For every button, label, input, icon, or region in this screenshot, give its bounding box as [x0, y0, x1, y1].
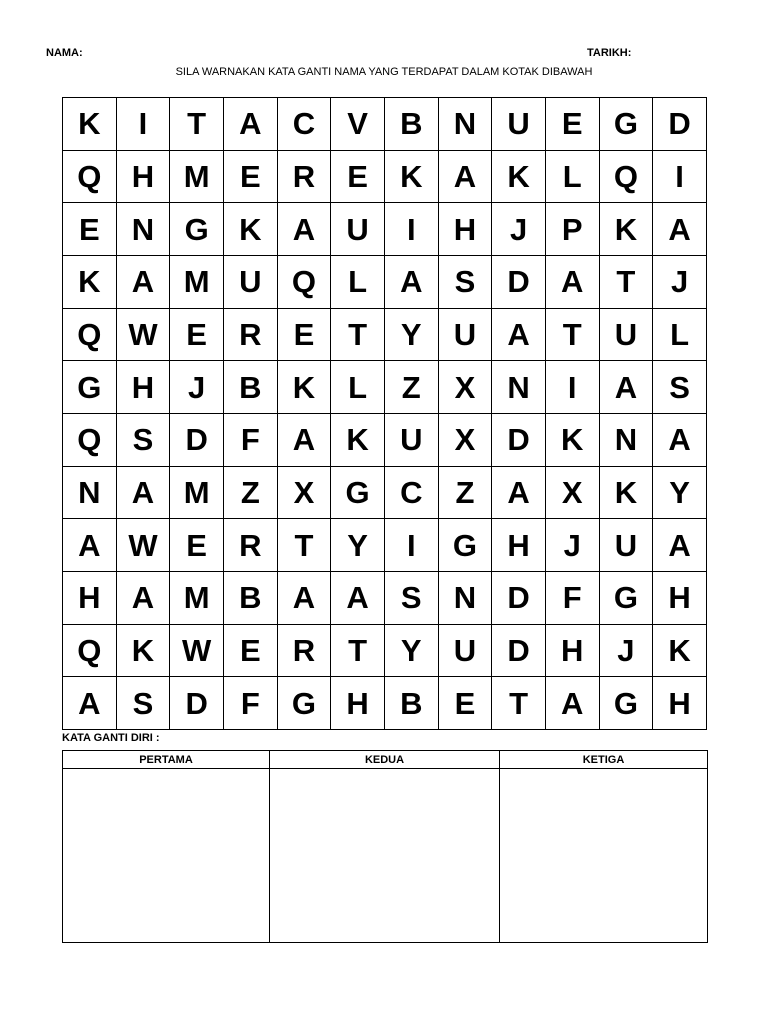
- grid-cell[interactable]: L: [653, 308, 707, 361]
- grid-cell[interactable]: G: [599, 677, 653, 730]
- answer-body-row: [63, 769, 708, 943]
- grid-cell[interactable]: G: [63, 361, 117, 414]
- grid-cell[interactable]: G: [331, 466, 385, 519]
- grid-cell[interactable]: H: [438, 203, 492, 256]
- grid-cell[interactable]: E: [170, 308, 224, 361]
- grid-cell[interactable]: Y: [384, 624, 438, 677]
- grid-cell[interactable]: D: [492, 624, 546, 677]
- grid-cell[interactable]: N: [438, 98, 492, 151]
- grid-cell[interactable]: I: [384, 203, 438, 256]
- grid-cell[interactable]: E: [223, 150, 277, 203]
- grid-cell[interactable]: X: [545, 466, 599, 519]
- grid-cell[interactable]: R: [223, 519, 277, 572]
- grid-cell[interactable]: N: [438, 571, 492, 624]
- answer-cell-kedua[interactable]: [270, 769, 500, 943]
- grid-cell[interactable]: E: [277, 308, 331, 361]
- grid-cell[interactable]: T: [331, 308, 385, 361]
- grid-cell[interactable]: S: [653, 361, 707, 414]
- grid-cell[interactable]: Q: [63, 624, 117, 677]
- grid-row: [63, 98, 707, 151]
- grid-cell[interactable]: G: [277, 677, 331, 730]
- grid-cell[interactable]: Y: [384, 308, 438, 361]
- grid-row: [63, 361, 707, 414]
- grid-cell[interactable]: S: [116, 413, 170, 466]
- grid-cell[interactable]: A: [545, 255, 599, 308]
- grid-cell[interactable]: A: [492, 466, 546, 519]
- grid-cell[interactable]: H: [63, 571, 117, 624]
- grid-cell[interactable]: Z: [384, 361, 438, 414]
- grid-cell[interactable]: A: [277, 571, 331, 624]
- grid-cell[interactable]: H: [116, 150, 170, 203]
- grid-cell[interactable]: S: [116, 677, 170, 730]
- grid-cell[interactable]: V: [331, 98, 385, 151]
- grid-cell[interactable]: K: [545, 413, 599, 466]
- grid-cell[interactable]: K: [653, 624, 707, 677]
- grid-row: [63, 308, 707, 361]
- grid-cell[interactable]: K: [63, 255, 117, 308]
- grid-cell[interactable]: D: [492, 413, 546, 466]
- grid-cell[interactable]: E: [545, 98, 599, 151]
- grid-cell[interactable]: A: [599, 361, 653, 414]
- grid-cell[interactable]: G: [599, 571, 653, 624]
- grid-cell[interactable]: I: [116, 98, 170, 151]
- grid-cell[interactable]: U: [331, 203, 385, 256]
- grid-cell[interactable]: G: [599, 98, 653, 151]
- grid-cell[interactable]: R: [223, 308, 277, 361]
- grid-cell[interactable]: J: [599, 624, 653, 677]
- grid-cell[interactable]: J: [492, 203, 546, 256]
- grid-cell[interactable]: J: [653, 255, 707, 308]
- grid-cell[interactable]: A: [63, 519, 117, 572]
- grid-cell[interactable]: I: [545, 361, 599, 414]
- grid-cell[interactable]: U: [223, 255, 277, 308]
- grid-cell[interactable]: X: [438, 413, 492, 466]
- grid-cell[interactable]: A: [653, 519, 707, 572]
- grid-cell[interactable]: U: [438, 308, 492, 361]
- grid-cell[interactable]: A: [277, 413, 331, 466]
- grid-cell[interactable]: T: [277, 519, 331, 572]
- grid-cell[interactable]: K: [223, 203, 277, 256]
- grid-cell[interactable]: K: [492, 150, 546, 203]
- tarikh-label: TARIKH:: [587, 47, 632, 59]
- grid-cell[interactable]: G: [170, 203, 224, 256]
- grid-cell[interactable]: A: [116, 571, 170, 624]
- grid-cell[interactable]: A: [492, 308, 546, 361]
- grid-cell[interactable]: B: [223, 571, 277, 624]
- grid-cell[interactable]: N: [492, 361, 546, 414]
- column-header-pertama: PERTAMA: [63, 751, 270, 769]
- grid-cell[interactable]: E: [438, 677, 492, 730]
- grid-cell[interactable]: A: [116, 466, 170, 519]
- grid-cell[interactable]: R: [277, 150, 331, 203]
- grid-cell[interactable]: Z: [223, 466, 277, 519]
- grid-cell[interactable]: Q: [63, 308, 117, 361]
- grid-cell[interactable]: A: [653, 203, 707, 256]
- grid-row: [63, 413, 707, 466]
- word-search-grid: [62, 97, 707, 730]
- grid-cell[interactable]: D: [492, 571, 546, 624]
- nama-label: NAMA:: [46, 47, 83, 59]
- column-header-ketiga: KETIGA: [500, 751, 708, 769]
- answer-table: [62, 750, 708, 943]
- grid-cell[interactable]: E: [170, 519, 224, 572]
- grid-cell[interactable]: K: [331, 413, 385, 466]
- grid-cell[interactable]: C: [277, 98, 331, 151]
- answer-cell-pertama[interactable]: [63, 769, 270, 943]
- grid-cell[interactable]: L: [545, 150, 599, 203]
- instruction-text: SILA WARNAKAN KATA GANTI NAMA YANG TERDAPAT DALAM KOTAK DIBAWAH: [175, 66, 593, 78]
- grid-cell[interactable]: A: [438, 150, 492, 203]
- answer-cell-ketiga[interactable]: [500, 769, 708, 943]
- grid-cell[interactable]: E: [63, 203, 117, 256]
- grid-cell[interactable]: T: [599, 255, 653, 308]
- grid-cell[interactable]: K: [277, 361, 331, 414]
- grid-cell[interactable]: K: [116, 624, 170, 677]
- grid-cell[interactable]: X: [277, 466, 331, 519]
- grid-cell[interactable]: A: [277, 203, 331, 256]
- grid-cell[interactable]: W: [116, 308, 170, 361]
- grid-cell[interactable]: M: [170, 255, 224, 308]
- grid-cell[interactable]: Q: [599, 150, 653, 203]
- grid-cell[interactable]: A: [116, 255, 170, 308]
- grid-cell[interactable]: G: [438, 519, 492, 572]
- grid-cell[interactable]: H: [116, 361, 170, 414]
- grid-cell[interactable]: J: [545, 519, 599, 572]
- grid-row: [63, 255, 707, 308]
- grid-cell[interactable]: D: [170, 413, 224, 466]
- grid-cell[interactable]: R: [277, 624, 331, 677]
- grid-cell[interactable]: T: [545, 308, 599, 361]
- grid-row: [63, 677, 707, 730]
- grid-cell[interactable]: P: [545, 203, 599, 256]
- grid-cell[interactable]: U: [599, 308, 653, 361]
- grid-cell[interactable]: A: [63, 677, 117, 730]
- grid-cell[interactable]: U: [384, 413, 438, 466]
- grid-cell[interactable]: J: [170, 361, 224, 414]
- grid-cell[interactable]: T: [492, 677, 546, 730]
- grid-cell[interactable]: A: [545, 677, 599, 730]
- grid-cell[interactable]: D: [653, 98, 707, 151]
- grid-cell[interactable]: H: [653, 677, 707, 730]
- grid-row: [63, 203, 707, 256]
- grid-cell[interactable]: L: [331, 361, 385, 414]
- grid-cell[interactable]: U: [438, 624, 492, 677]
- grid-cell[interactable]: H: [331, 677, 385, 730]
- grid-cell[interactable]: Z: [438, 466, 492, 519]
- grid-cell[interactable]: Q: [63, 150, 117, 203]
- grid-cell[interactable]: F: [223, 413, 277, 466]
- grid-cell[interactable]: A: [331, 571, 385, 624]
- grid-cell[interactable]: D: [170, 677, 224, 730]
- grid-cell[interactable]: Q: [63, 413, 117, 466]
- grid-cell[interactable]: U: [492, 98, 546, 151]
- grid-cell[interactable]: Q: [277, 255, 331, 308]
- grid-cell[interactable]: K: [599, 466, 653, 519]
- grid-cell[interactable]: S: [384, 571, 438, 624]
- grid-cell[interactable]: H: [653, 571, 707, 624]
- grid-cell[interactable]: B: [384, 677, 438, 730]
- grid-cell[interactable]: W: [116, 519, 170, 572]
- grid-cell[interactable]: M: [170, 466, 224, 519]
- grid-cell[interactable]: H: [492, 519, 546, 572]
- grid-cell[interactable]: L: [331, 255, 385, 308]
- grid-cell[interactable]: B: [384, 98, 438, 151]
- grid-cell[interactable]: C: [384, 466, 438, 519]
- grid-cell[interactable]: H: [545, 624, 599, 677]
- answer-caption: KATA GANTI DIRI :: [62, 732, 160, 744]
- grid-row: [63, 150, 707, 203]
- grid-cell[interactable]: N: [63, 466, 117, 519]
- grid-cell[interactable]: K: [384, 150, 438, 203]
- grid-cell[interactable]: U: [599, 519, 653, 572]
- grid-cell[interactable]: A: [223, 98, 277, 151]
- grid-cell[interactable]: E: [223, 624, 277, 677]
- column-header-kedua: KEDUA: [270, 751, 500, 769]
- grid-cell[interactable]: S: [438, 255, 492, 308]
- grid-cell[interactable]: W: [170, 624, 224, 677]
- grid-cell[interactable]: B: [223, 361, 277, 414]
- grid-cell[interactable]: D: [492, 255, 546, 308]
- grid-cell[interactable]: X: [438, 361, 492, 414]
- grid-cell[interactable]: A: [653, 413, 707, 466]
- grid-row: [63, 519, 707, 572]
- grid-row: [63, 571, 707, 624]
- grid-cell[interactable]: K: [599, 203, 653, 256]
- grid-cell[interactable]: T: [170, 98, 224, 151]
- grid-cell[interactable]: Y: [653, 466, 707, 519]
- grid-cell[interactable]: K: [63, 98, 117, 151]
- grid-cell[interactable]: N: [116, 203, 170, 256]
- grid-cell[interactable]: Y: [331, 519, 385, 572]
- answer-header-row: [63, 751, 708, 769]
- grid-cell[interactable]: F: [545, 571, 599, 624]
- grid-cell[interactable]: M: [170, 571, 224, 624]
- grid-cell[interactable]: I: [384, 519, 438, 572]
- grid-cell[interactable]: A: [384, 255, 438, 308]
- grid-row: [63, 624, 707, 677]
- grid-row: [63, 466, 707, 519]
- grid-cell[interactable]: I: [653, 150, 707, 203]
- grid-cell[interactable]: T: [331, 624, 385, 677]
- grid-cell[interactable]: E: [331, 150, 385, 203]
- grid-cell[interactable]: M: [170, 150, 224, 203]
- grid-cell[interactable]: F: [223, 677, 277, 730]
- grid-cell[interactable]: N: [599, 413, 653, 466]
